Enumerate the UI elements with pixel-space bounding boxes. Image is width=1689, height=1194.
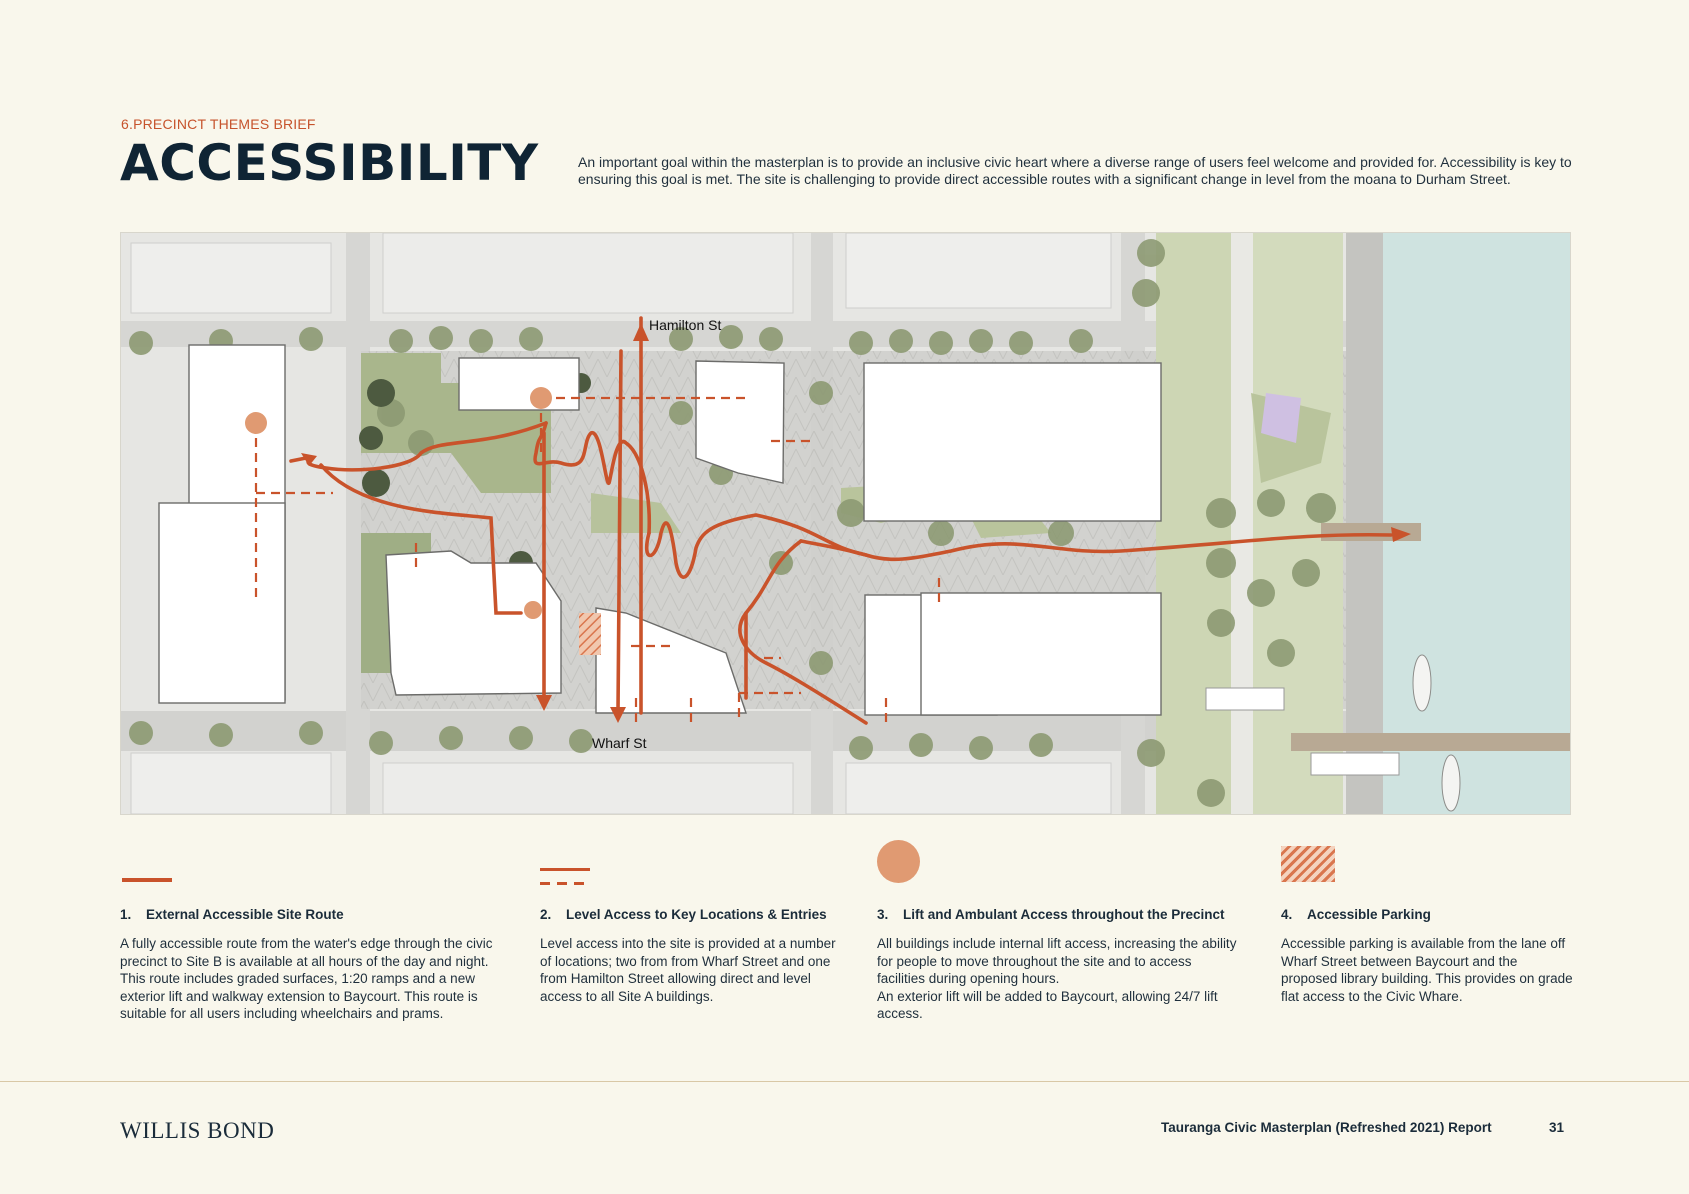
footer-divider <box>0 1081 1689 1082</box>
legend-title <box>877 907 1225 922</box>
legend-title <box>540 907 827 922</box>
legend-number: 2. <box>540 907 552 922</box>
legend-number: 4. <box>1281 907 1293 922</box>
legend-number: 3. <box>877 907 889 922</box>
legend-description: A fully accessible route from the water's edge through the civic precinct to Site B is available at all hours of the day and night. This route includes graded surfaces, 1:20 ramps and a new exterior lift and walkway extension to Baycourt. This route is suitable for all users including wheelchairs and prams. <box>120 936 493 1021</box>
legend-description: Level access into the site is provided at a number of locations; two from from Wharf Street and one from Hamilton Street allowing direct and level access to all Site A buildings. <box>540 936 836 1004</box>
report-title: Tauranga Civic Masterplan (Refreshed 2021) Report <box>1161 1120 1492 1135</box>
intro-paragraph: An important goal within the masterplan is to provide an inclusive civic heart where a diverse range of users feel welcome and provided for. Accessibility is key to ensuring this goal is met. The site is challenging to provide direct accessible routes with a significant change in level from the moana to Durham Street. <box>578 154 1572 187</box>
legend-title <box>1281 907 1431 922</box>
legend-number: 1. <box>120 907 132 922</box>
legend-title-text: Accessible Parking <box>1307 907 1431 922</box>
page-title: ACCESSIBILITY <box>120 134 539 192</box>
site-plan-map <box>120 232 1571 815</box>
legend-title-text: External Accessible Site Route <box>146 907 344 922</box>
legend-title-text: Lift and Ambulant Access throughout the Precinct <box>903 907 1225 922</box>
legend-title <box>120 907 344 922</box>
street-label-hamilton: Hamilton St <box>649 317 722 333</box>
hatched-square-icon <box>1281 846 1335 882</box>
circle-icon <box>877 840 920 883</box>
street-label-wharf: Wharf St <box>592 735 647 751</box>
section-label: 6.PRECINCT THEMES BRIEF <box>121 116 316 132</box>
legend-description: All buildings include internal lift access, increasing the ability for people to move throughout the site and to access facilities during opening hours. An exterior lift will be added to Baycourt, allowing 24/7 lift access. <box>877 936 1237 1021</box>
legend-title-text: Level Access to Key Locations & Entries <box>566 907 827 922</box>
legend-description: Accessible parking is available from the lane off Wharf Street between Baycourt and the proposed library building. This provides on grade flat access to the Civic Whare. <box>1281 936 1573 1004</box>
dashed-line-icon <box>540 866 590 886</box>
site-plan-drawing <box>121 233 1570 814</box>
brand-logo: WILLIS BOND <box>120 1118 275 1143</box>
solid-line-icon <box>122 878 172 882</box>
page-number: 31 <box>1549 1120 1565 1135</box>
